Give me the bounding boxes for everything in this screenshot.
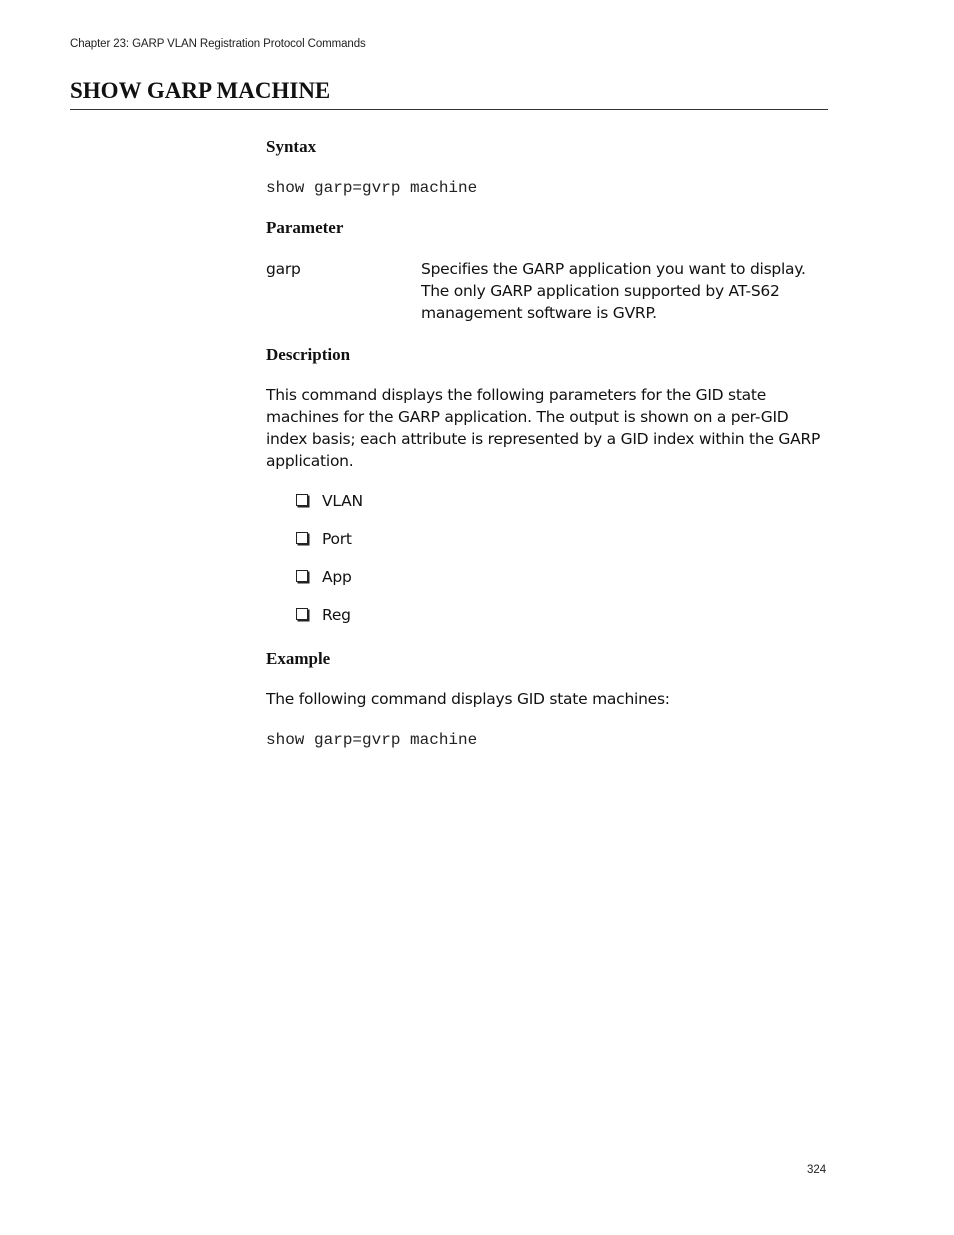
list-item-label: Port [322,530,352,548]
checkbox-bullet-icon [296,494,308,506]
list-item [266,528,831,566]
example-heading: Example [266,649,331,668]
list-item-label: Reg [322,606,351,624]
parameter-row [266,258,831,324]
page-number: 324 [807,1164,827,1176]
list-item [266,566,831,604]
parameter-heading: Parameter [266,218,344,237]
title-divider [70,109,828,110]
parameter-list [266,490,831,642]
checkbox-bullet-icon [296,608,308,620]
page-title: SHOW GARP MACHINE [70,78,331,103]
example-command: show garp=gvrp machine [266,731,478,749]
checkbox-bullet-icon [296,532,308,544]
list-item [266,490,831,528]
parameter-name: garp [266,260,301,278]
list-item [266,604,831,642]
syntax-heading: Syntax [266,137,317,156]
main-content [266,136,831,750]
parameter-description: Specifies the GARP application you want to display. The only GARP application supported by AT-S62 management software is GVRP. [421,260,806,322]
list-item-label: VLAN [322,492,363,510]
list-item-label: App [322,568,352,586]
example-text: The following command displays GID state machines: [266,690,670,708]
checkbox-bullet-icon [296,570,308,582]
description-heading: Description [266,345,351,364]
syntax-command: show garp=gvrp machine [266,179,478,197]
description-text: This command displays the following parameters for the GID state machines for the GARP application. The output is shown on a per-GID index basis; each attribute is represented by a GID index within the GARP application. [266,386,821,470]
chapter-header: Chapter 23: GARP VLAN Registration Protocol Commands [70,38,366,50]
